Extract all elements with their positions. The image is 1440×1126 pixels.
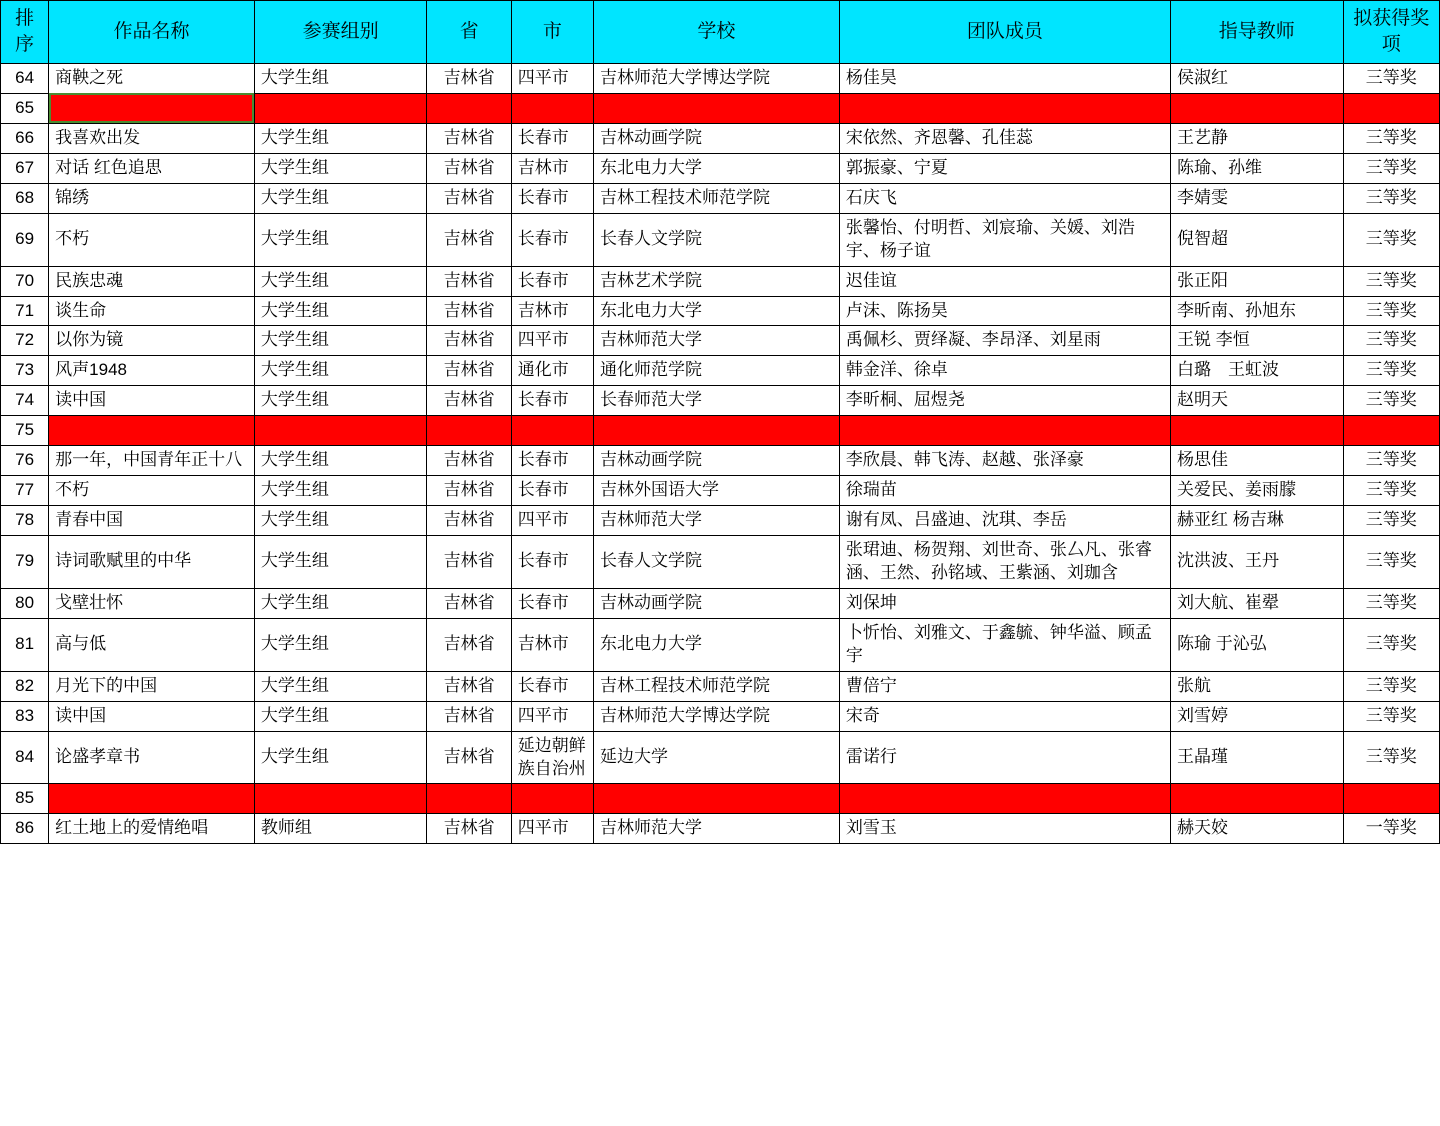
cell-rank[interactable]: 68 [1,183,49,213]
column-header-members[interactable]: 团队成员 [839,1,1170,64]
cell-award[interactable]: 三等奖 [1343,588,1439,618]
table-row[interactable] [1,506,1440,536]
table-row[interactable] [1,536,1440,589]
cell-school[interactable]: 吉林师范大学博达学院 [594,701,840,731]
cell-province[interactable]: 吉林省 [427,153,511,183]
cell-teacher[interactable]: 倪智超 [1171,213,1344,266]
cell-group[interactable]: 大学生组 [254,671,427,701]
cell-rank[interactable]: 76 [1,446,49,476]
cell-title[interactable]: 那一年，中国青年正十八 [49,446,255,476]
cell-city[interactable]: 四平市 [511,64,593,94]
cell-teacher[interactable]: 陈瑜、孙维 [1171,153,1344,183]
cell-members[interactable]: 雷诺行 [839,731,1170,784]
cell-members[interactable]: 李昕桐、屈煜尧 [839,386,1170,416]
cell-school[interactable]: 吉林艺术学院 [594,266,840,296]
cell-province[interactable]: 吉林省 [427,356,511,386]
column-header-province[interactable]: 省 [427,1,511,64]
cell-group[interactable]: 大学生组 [254,183,427,213]
cell-school[interactable]: 吉林外国语大学 [594,476,840,506]
cell-city[interactable]: 长春市 [511,386,593,416]
cell-award[interactable]: 三等奖 [1343,784,1439,814]
table-row[interactable] [1,701,1440,731]
cell-school[interactable]: 东北电力大学 [594,618,840,671]
column-header-teacher[interactable]: 指导教师 [1171,1,1344,64]
table-row[interactable] [1,296,1440,326]
cell-members[interactable]: 郭振豪、宁夏 [839,153,1170,183]
cell-group[interactable]: 大学生组 [254,93,427,123]
cell-members[interactable]: 宋依然、齐恩馨、孔佳蕊 [839,123,1170,153]
table-row[interactable] [1,731,1440,784]
cell-rank[interactable]: 74 [1,386,49,416]
cell-award[interactable]: 三等奖 [1343,446,1439,476]
cell-teacher[interactable]: 张航 [1171,671,1344,701]
table-row[interactable] [1,213,1440,266]
cell-city[interactable]: 长春市 [511,784,593,814]
cell-teacher[interactable]: 杨思佳 [1171,446,1344,476]
table-row[interactable] [1,183,1440,213]
cell-city[interactable]: 吉林市 [511,296,593,326]
column-header-award[interactable]: 拟获得奖项 [1343,1,1439,64]
table-header-row [1,1,1440,64]
cell-title[interactable]: 月光下的中国 [49,671,255,701]
column-header-title[interactable]: 作品名称 [49,1,255,64]
cell-teacher[interactable]: 白璐 王虹波 [1171,356,1344,386]
table-row[interactable] [1,266,1440,296]
cell-group[interactable]: 大学生组 [254,326,427,356]
cell-title[interactable]: 论盛孝章书 [49,731,255,784]
table-row[interactable] [1,153,1440,183]
cell-teacher[interactable]: 张正阳 [1171,266,1344,296]
table-row[interactable] [1,123,1440,153]
cell-award[interactable]: 三等奖 [1343,183,1439,213]
cell-province[interactable]: 吉林省 [427,386,511,416]
cell-group[interactable]: 大学生组 [254,153,427,183]
cell-city[interactable]: 长春市 [511,123,593,153]
cell-school[interactable]: 吉林动画学院 [594,588,840,618]
cell-teacher[interactable]: 刘雪婷 [1171,701,1344,731]
cell-title[interactable]: 红土地上的爱情绝唱 [49,814,255,844]
table-row[interactable] [1,386,1440,416]
cell-award[interactable]: 三等奖 [1343,326,1439,356]
cell-teacher[interactable]: 刘大航、崔翚 [1171,588,1344,618]
cell-title[interactable]: 民族忠魂 [49,266,255,296]
cell-award[interactable]: 三等奖 [1343,618,1439,671]
cell-award[interactable]: 三等奖 [1343,296,1439,326]
cell-title[interactable]: 商鞅之死 [49,64,255,94]
cell-members[interactable]: 王心语 [839,93,1170,123]
cell-group[interactable]: 大学生组 [254,784,427,814]
cell-title[interactable]: 高与低 [49,618,255,671]
cell-title[interactable]: 对话 红色追思 [49,153,255,183]
cell-group[interactable]: 大学生组 [254,588,427,618]
cell-city[interactable]: 长春市 [511,416,593,446]
cell-rank[interactable]: 81 [1,618,49,671]
cell-award[interactable]: 三等奖 [1343,266,1439,296]
cell-title[interactable]: 青春中国 [49,506,255,536]
cell-members[interactable]: 禹佩杉、贾绎凝、李昂泽、刘星雨 [839,326,1170,356]
column-header-school[interactable]: 学校 [594,1,840,64]
cell-members[interactable]: 张馨怡、付明哲、刘宸瑜、关媛、刘浩宇、杨子谊 [839,213,1170,266]
cell-group[interactable]: 大学生组 [254,213,427,266]
column-header-group[interactable]: 参赛组别 [254,1,427,64]
cell-teacher[interactable]: 李婧雯 [1171,183,1344,213]
cell-rank[interactable]: 67 [1,153,49,183]
cell-members[interactable]: 谢有凤、吕盛迪、沈琪、李岳 [839,506,1170,536]
cell-members[interactable]: 迟佳谊 [839,266,1170,296]
cell-city[interactable]: 四平市 [511,701,593,731]
cell-city[interactable]: 四平市 [511,814,593,844]
cell-city[interactable]: 吉林市 [511,618,593,671]
cell-province[interactable]: 吉林省 [427,536,511,589]
cell-rank[interactable]: 73 [1,356,49,386]
table-body [1,64,1440,844]
cell-school[interactable]: 吉林工程技术师范学院 [594,671,840,701]
cell-award[interactable]: 三等奖 [1343,213,1439,266]
cell-members[interactable]: 卜忻怡、刘雅文、于鑫毓、钟华溢、顾孟宇 [839,618,1170,671]
cell-teacher[interactable]: 王晶瑾 [1171,731,1344,784]
cell-teacher[interactable]: 赵明天 [1171,386,1344,416]
cell-province[interactable]: 吉林省 [427,64,511,94]
cell-teacher[interactable]: 李昕南、孙旭东 [1171,296,1344,326]
cell-group[interactable]: 大学生组 [254,296,427,326]
cell-group[interactable]: 大学生组 [254,123,427,153]
cell-school[interactable]: 长春工业大学人文信息学院 [594,93,840,123]
cell-award[interactable]: 三等奖 [1343,153,1439,183]
cell-title[interactable]: 诗词歌赋里的中华 [49,536,255,589]
cell-city[interactable]: 长春市 [511,476,593,506]
cell-school[interactable]: 通化师范学院 [594,356,840,386]
cell-teacher[interactable]: 赫天姣 [1171,814,1344,844]
cell-school[interactable]: 延边大学 [594,731,840,784]
cell-group[interactable]: 大学生组 [254,476,427,506]
cell-title[interactable]: 风声1948 [49,356,255,386]
cell-province[interactable]: 吉林省 [427,183,511,213]
cell-city[interactable]: 长春市 [511,266,593,296]
cell-school[interactable]: 长春工业大学人文信息学院 [594,416,840,446]
cell-rank[interactable]: 85 [1,784,49,814]
cell-school[interactable]: 长春人文学院 [594,536,840,589]
cell-title[interactable]: 谈生命 [49,296,255,326]
cell-award[interactable]: 三等奖 [1343,123,1439,153]
cell-school[interactable]: 吉林师范大学博达学院 [594,64,840,94]
cell-school[interactable]: 东北电力大学 [594,153,840,183]
cell-rank[interactable]: 86 [1,814,49,844]
cell-province[interactable]: 吉林省 [427,618,511,671]
cell-award[interactable]: 三等奖 [1343,536,1439,589]
cell-members[interactable]: 张珺迪、杨贺翔、刘世奇、张厶凡、张睿涵、王然、孙铭域、王紫涵、刘珈含 [839,536,1170,589]
cell-title[interactable]: 不朽 [49,213,255,266]
cell-province[interactable]: 吉林省 [427,671,511,701]
cell-rank[interactable]: 80 [1,588,49,618]
table-row[interactable] [1,356,1440,386]
cell-rank[interactable]: 66 [1,123,49,153]
cell-members[interactable]: 刘雪玉 [839,814,1170,844]
cell-award[interactable]: 三等奖 [1343,731,1439,784]
cell-province[interactable]: 吉林省 [427,784,511,814]
cell-school[interactable]: 长春师范大学 [594,386,840,416]
cell-rank[interactable]: 78 [1,506,49,536]
cell-award[interactable]: 三等奖 [1343,356,1439,386]
cell-province[interactable]: 吉林省 [427,446,511,476]
cell-city[interactable]: 长春市 [511,183,593,213]
cell-rank[interactable]: 83 [1,701,49,731]
cell-province[interactable]: 吉林省 [427,476,511,506]
cell-group[interactable]: 大学生组 [254,701,427,731]
cell-school[interactable]: 吉林动画学院 [594,446,840,476]
cell-city[interactable]: 长春市 [511,93,593,123]
cell-school[interactable]: 吉林师范大学 [594,814,840,844]
cell-group[interactable]: 大学生组 [254,64,427,94]
cell-rank[interactable]: 72 [1,326,49,356]
cell-award[interactable]: 三等奖 [1343,64,1439,94]
cell-city[interactable]: 长春市 [511,536,593,589]
cell-group[interactable]: 大学生组 [254,386,427,416]
cell-award[interactable]: 三等奖 [1343,671,1439,701]
cell-members[interactable]: 石庆飞 [839,183,1170,213]
cell-province[interactable]: 吉林省 [427,326,511,356]
cell-rank[interactable]: 84 [1,731,49,784]
cell-teacher[interactable]: 李振坤、庄庆华 [1171,784,1344,814]
cell-teacher[interactable]: 关爱民、姜雨朦 [1171,476,1344,506]
cell-members[interactable]: 卢沫、陈扬昊 [839,296,1170,326]
table-row[interactable] [1,93,1440,123]
table-row[interactable] [1,671,1440,701]
cell-members[interactable]: 杨佳昊 [839,64,1170,94]
cell-title[interactable]: 锦绣 [49,183,255,213]
cell-award[interactable]: 三等奖 [1343,506,1439,536]
cell-province[interactable]: 吉林省 [427,266,511,296]
cell-rank[interactable]: 64 [1,64,49,94]
cell-title[interactable]: 青春中国 [49,416,255,446]
cell-teacher[interactable]: 赫亚红 杨吉琳 [1171,506,1344,536]
cell-city[interactable]: 延边朝鲜族自治州 [511,731,593,784]
cell-group[interactable]: 大学生组 [254,618,427,671]
cell-members[interactable]: 林伟腾 [839,784,1170,814]
cell-province[interactable]: 吉林省 [427,93,511,123]
cell-teacher[interactable]: 陈瑜 于沁弘 [1171,618,1344,671]
cell-teacher[interactable]: 王锐 李恒 [1171,326,1344,356]
cell-members[interactable]: 徐瑞苗 [839,476,1170,506]
cell-rank[interactable]: 82 [1,671,49,701]
cell-rank[interactable]: 79 [1,536,49,589]
cell-city[interactable]: 吉林市 [511,153,593,183]
cell-province[interactable]: 吉林省 [427,814,511,844]
cell-province[interactable]: 吉林省 [427,701,511,731]
cell-province[interactable]: 吉林省 [427,588,511,618]
cell-title[interactable]: 党旗颂 [49,784,255,814]
cell-title[interactable]: 在欢呼的人群中 [49,93,255,123]
cell-group[interactable]: 大学生组 [254,446,427,476]
cell-province[interactable]: 吉林省 [427,731,511,784]
cell-group[interactable]: 大学生组 [254,266,427,296]
cell-award[interactable]: 三等奖 [1343,93,1439,123]
cell-group[interactable]: 大学生组 [254,506,427,536]
cell-members[interactable]: 韩金洋、徐卓 [839,356,1170,386]
cell-award[interactable]: 三等奖 [1343,416,1439,446]
cell-city[interactable]: 通化市 [511,356,593,386]
cell-city[interactable]: 长春市 [511,213,593,266]
cell-group[interactable]: 大学生组 [254,536,427,589]
cell-award[interactable]: 一等奖 [1343,814,1439,844]
cell-title[interactable]: 我喜欢出发 [49,123,255,153]
cell-award[interactable]: 三等奖 [1343,476,1439,506]
cell-province[interactable]: 吉林省 [427,506,511,536]
cell-teacher[interactable]: 王艺静 [1171,123,1344,153]
cell-city[interactable]: 四平市 [511,506,593,536]
cell-group[interactable]: 大学生组 [254,731,427,784]
cell-group[interactable]: 大学生组 [254,356,427,386]
cell-rank[interactable]: 77 [1,476,49,506]
cell-teacher[interactable]: 李振坤、徐筱婷 [1171,93,1344,123]
table-row[interactable] [1,784,1440,814]
cell-school[interactable]: 吉林师范大学 [594,326,840,356]
cell-award[interactable]: 三等奖 [1343,701,1439,731]
cell-rank[interactable]: 65 [1,93,49,123]
cell-members[interactable]: 李欣晨、韩飞涛、赵越、张泽豪 [839,446,1170,476]
table-row[interactable] [1,588,1440,618]
cell-rank[interactable]: 70 [1,266,49,296]
cell-teacher[interactable]: 侯淑红 [1171,64,1344,94]
cell-members[interactable]: 曹倍宁 [839,671,1170,701]
cell-school[interactable]: 长春工业大学人文信息学院 [594,784,840,814]
cell-members[interactable]: 宋奇 [839,701,1170,731]
table-row[interactable] [1,446,1440,476]
cell-province[interactable]: 吉林省 [427,123,511,153]
cell-teacher[interactable]: 李振坤、徐筱婷 [1171,416,1344,446]
cell-group[interactable]: 教师组 [254,814,427,844]
table-row[interactable] [1,326,1440,356]
cell-province[interactable]: 吉林省 [427,296,511,326]
cell-title[interactable]: 以你为镜 [49,326,255,356]
cell-title[interactable]: 戈壁壮怀 [49,588,255,618]
cell-school[interactable]: 吉林工程技术师范学院 [594,183,840,213]
table-row[interactable] [1,416,1440,446]
cell-school[interactable]: 东北电力大学 [594,296,840,326]
cell-school[interactable]: 吉林师范大学 [594,506,840,536]
cell-teacher[interactable]: 沈洪波、王丹 [1171,536,1344,589]
table-row[interactable] [1,476,1440,506]
cell-province[interactable]: 吉林省 [427,416,511,446]
column-header-rank[interactable]: 排序 [1,1,49,64]
table-row[interactable] [1,814,1440,844]
cell-title[interactable]: 读中国 [49,701,255,731]
cell-group[interactable]: 大学生组 [254,416,427,446]
cell-province[interactable]: 吉林省 [427,213,511,266]
cell-city[interactable]: 四平市 [511,326,593,356]
cell-school[interactable]: 吉林动画学院 [594,123,840,153]
cell-rank[interactable]: 75 [1,416,49,446]
cell-members[interactable]: 刘保坤 [839,588,1170,618]
table-row[interactable] [1,618,1440,671]
cell-rank[interactable]: 69 [1,213,49,266]
column-header-city[interactable]: 市 [511,1,593,64]
cell-rank[interactable]: 71 [1,296,49,326]
cell-title[interactable]: 不朽 [49,476,255,506]
cell-members[interactable]: 王心语、符宇杰、高健博、林伟腾 [839,416,1170,446]
table-row[interactable] [1,64,1440,94]
cell-city[interactable]: 长春市 [511,671,593,701]
cell-title[interactable]: 读中国 [49,386,255,416]
cell-city[interactable]: 长春市 [511,588,593,618]
cell-school[interactable]: 长春人文学院 [594,213,840,266]
cell-award[interactable]: 三等奖 [1343,386,1439,416]
cell-city[interactable]: 长春市 [511,446,593,476]
